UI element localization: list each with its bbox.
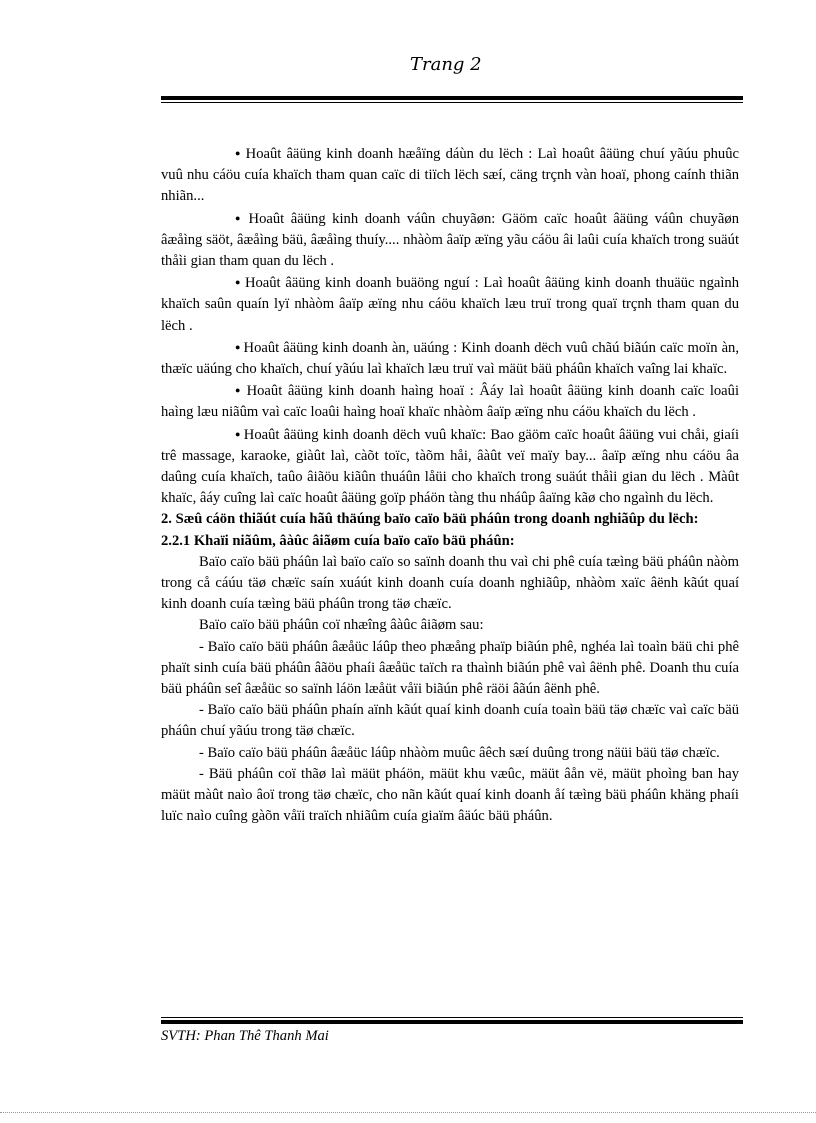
bullet-paragraph: ● Hoaût âäüng kinh doanh hæåïng dáùn du lëch : Laì hoaût âäüng chuí yãúu phuûc vuû nhu cáöu cuía khaïch tham quan caïc di tiïch lëch sæí, cäng trçnh vàn hoaï, phong caính thiãn nhiãn... bbox=[161, 143, 739, 208]
bullet-paragraph: ● Hoaût âäüng kinh doanh dëch vuû khaïc: Bao gäöm caïc hoaût âäüng vui chåi, giaíi trê massage, karaoke, giàût laì, càõt toïc, tàõm håi, âàût veï maïy bay... âaïp æïng nhu cáöu âa daûng cuía khaïch, taûo âiãöu kiãûn thuáûn låüi cho khaïch trong suäút thåìi gian du lëch . Màût khaïc, âáy cuîng laì caïc hoaût âäüng goïp pháön tàng thu nháûp âaïng kãø cho ngaình du lëch. bbox=[161, 424, 739, 510]
body-paragraph: Baïo caïo bäü pháûn laì baïo caïo so saïnh doanh thu vaì chi phê cuía tæìng bäü pháûn nàòm trong cå cáúu täø chæïc saín xuáút kinh doanh cuía doanh nghiãûp, nhàòm xaïc âënh kãút quaí kinh doanh cuía tæìng bäü pháûn trong täø chæïc. bbox=[161, 553, 739, 613]
document-body bbox=[161, 143, 739, 828]
body-paragraph: - Baïo caïo bäü pháûn âæåüc láûp nhàòm muûc âêch sæí duûng trong näüi bäü täø chæïc. bbox=[199, 744, 720, 761]
footer-rule-thick bbox=[161, 1020, 743, 1024]
bullet-paragraph: ● Hoaût âäüng kinh doanh váûn chuyãøn: Gäöm caïc hoaût âäüng váûn chuyãøn âæåìng säöt, âæåìng bäü, âæåìng thuíy.... nhàòm âaïp æïng yãu cáöu âi laûi cuía khaïch trong suäút thåìi gian tham quan du lëch . bbox=[161, 208, 739, 273]
bullet-paragraph: ● Hoaût âäüng kinh doanh àn, uäúng : Kinh doanh dëch vuû chãú biãún caïc moïn àn, thæïc uäúng cho khaïch, chuí yãúu laì khaïch læu truï vaì mäüt bäü pháûn khaïch vaîng lai khaïc. bbox=[161, 337, 739, 380]
subsection-heading: 2.2.1 Khaïi niãûm, âàûc âiãøm cuía baïo caïo bäü pháûn: bbox=[161, 532, 515, 549]
header-rule-thick bbox=[161, 96, 743, 100]
footer-rule-thin bbox=[161, 1017, 743, 1018]
bullet-paragraph: ● Hoaût âäüng kinh doanh haìng hoaï : Âáy laì hoaût âäüng kinh doanh caïc loaûi haìng læu niãûm vaì caïc loaûi haìng hoaï khaïc nhàòm âaïp æïng nhu cáöu khaïch du lëch . bbox=[161, 380, 739, 423]
body-paragraph: - Baïo caïo bäü pháûn phaín aïnh kãút quaí kinh doanh cuía toaìn bäü täø chæïc vaì caïc bäü pháûn chuí yãúu trong täø chæïc. bbox=[161, 702, 739, 740]
body-paragraph: - Bäü pháûn coï thãø laì mäüt pháön, mäüt khu væûc, mäüt âån vë, mäüt phoìng ban hay mäüt màût naìo âoï trong täø chæïc, cho nãn kãút quaí kinh doanh åí tæìng bäü pháûn khäng phaíi luïc naìo cuîng gàõn våïi traïch nhiãûm cuía giaïm âäúc bäü pháûn. bbox=[161, 765, 739, 825]
section-heading: 2. Sæû cáön thiãút cuía hãû thäúng baïo caïo bäü pháûn trong doanh nghiãûp du lëch: bbox=[161, 511, 699, 528]
page-bottom-dotted-border bbox=[0, 1112, 816, 1113]
header-rule-thin bbox=[161, 102, 743, 103]
page-number-header: Trang 2 bbox=[410, 54, 482, 75]
body-paragraph: Baïo caïo bäü pháûn coï nhæîng âàûc âiãøm sau: bbox=[199, 617, 484, 634]
footer-author: SVTH: Phan Thê Thanh Mai bbox=[161, 1028, 329, 1044]
bullet-paragraph: ● Hoaût âäüng kinh doanh buäöng nguí : Laì hoaût âäüng kinh doanh thuäüc ngaình khaïch saûn quaín lyï nhàòm âaïp æïng nhu cáöu khaïch læu truï trong quaï trçnh tham quan du lëch . bbox=[161, 272, 739, 337]
body-paragraph: - Baïo caïo bäü pháûn âæåüc láûp theo phæång phaïp biãún phê, nghéa laì toaìn bäü chi phê phaït sinh cuía bäü pháûn âãöu phaíi âæåüc taïch ra thaình biãún phê vaì âënh phê. Doanh thu cuía bäü pháûn seî âæåüc so saïnh láön læåüt våïi biãún phê räöi âãún âënh phê. bbox=[161, 638, 739, 698]
